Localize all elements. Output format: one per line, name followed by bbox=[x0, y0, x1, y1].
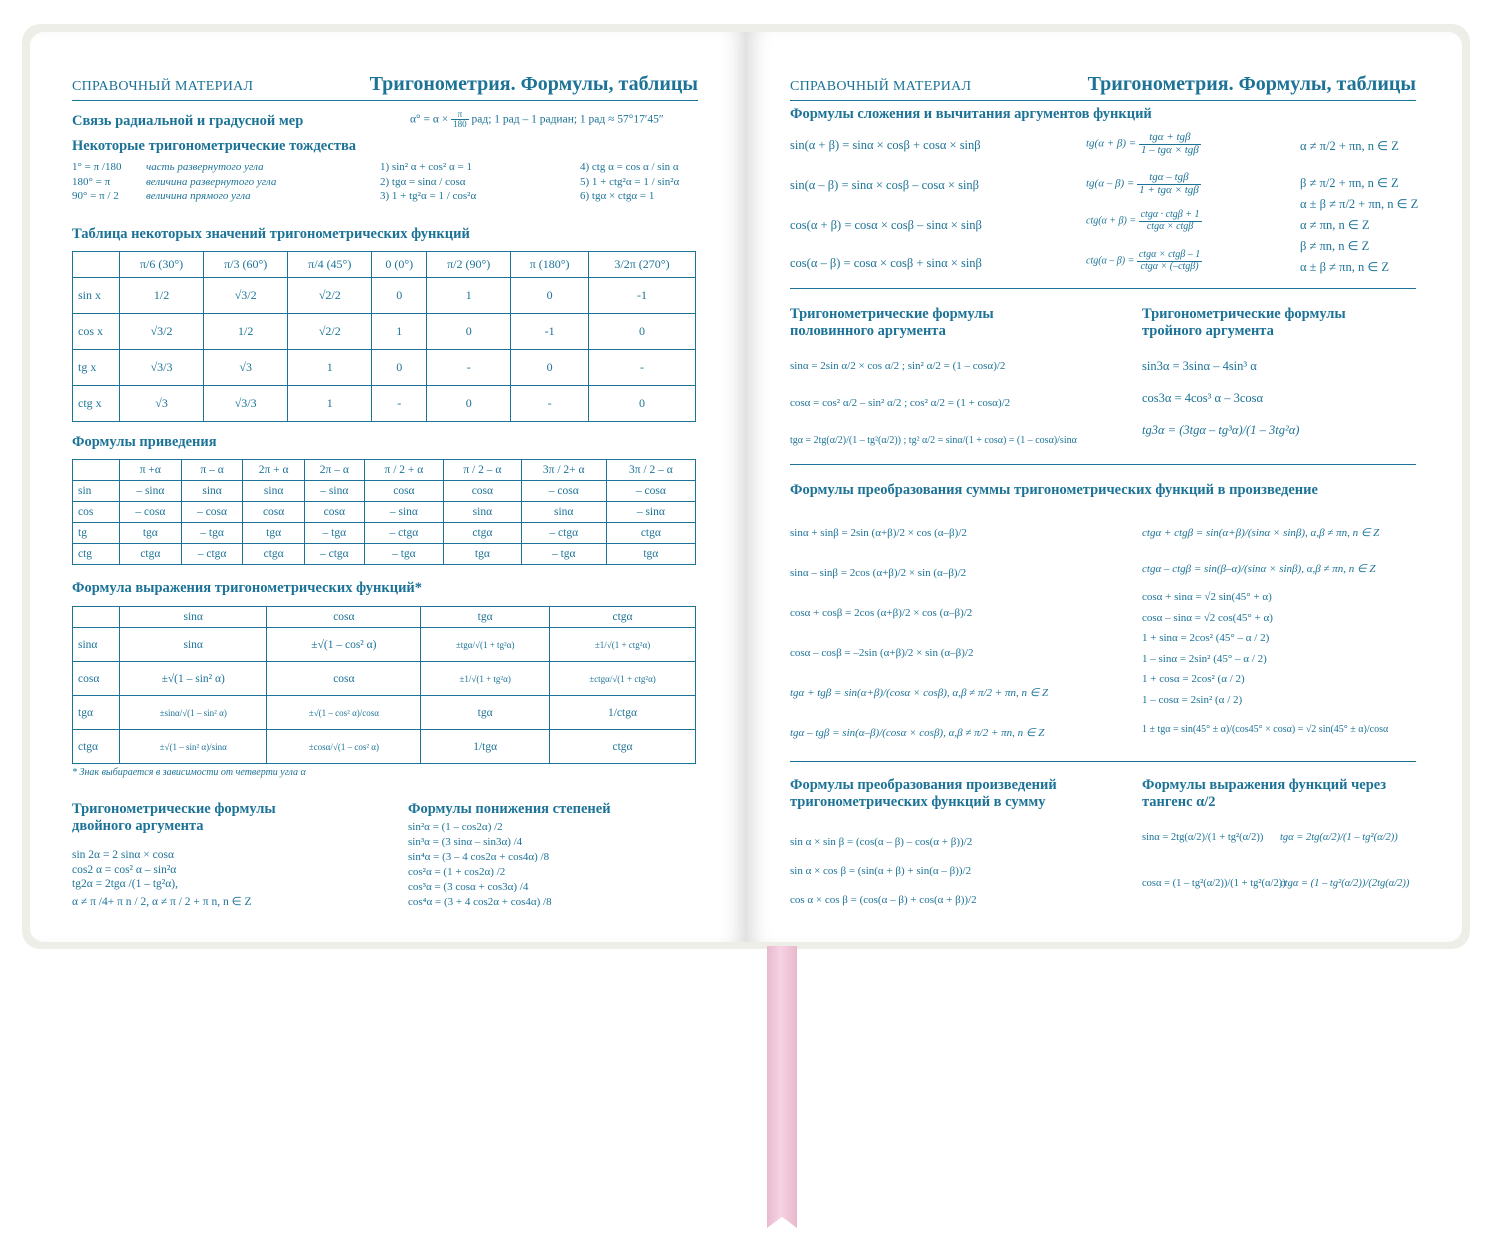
header-title: Тригонометрия. Формулы, таблицы bbox=[369, 73, 698, 95]
sum-to-product-right: ctgα + ctgβ = sin(α+β)/(sinα × sinβ), α,β ≠ πn, n ∈ Z ctgα – ctgβ = sin(β–α)/(sinα × sinβ), α,β ≠ πn, n ∈ Z cosα + sinα = √2 sin(45° + α) cosα – sinα = √2 cos(45° + α) 1 + sinα = 2cos² (45° – α / 2) 1 – sinα = 2sin² (45° – α / 2) 1 + cosα = 2cos² (α / 2) 1 – cosα = 2sin² (α / 2) 1 ± tgα = sin(45° ± α)/(cos45° × cosα) = √2 sin(45° ± α)/cosα bbox=[1142, 527, 1389, 735]
triple-arg-title: Тригонометрические формулы тройного аргумента bbox=[1142, 306, 1346, 339]
reduction-title: Формулы приведения bbox=[72, 434, 217, 450]
half-tangent-sin: sinα = 2tg(α/2)/(1 + tg²(α/2)) bbox=[1142, 832, 1264, 843]
table-row: tg x √3/3 √3 1 0 - 0 - bbox=[73, 350, 696, 386]
triple-arg-formulas: sin3α = 3sinα – 4sin³ α cos3α = 4cos³ α – 3cosα tg3α = (3tgα – tg³α)/(1 – 3tg²α) bbox=[1142, 359, 1300, 437]
table-row: ctg ctgα – ctgα ctgα – ctgα – tgα tgα – tgα tgα bbox=[73, 544, 696, 565]
table-row: cos – cosα – cosα cosα cosα – sinα sinα sinα – sinα bbox=[73, 502, 696, 523]
left-page-header bbox=[72, 70, 698, 101]
table-header-row: π +α π – α 2π + α 2π – α π / 2 + α π / 2 – α 3π / 2+ α 3π / 2 – α bbox=[73, 460, 696, 481]
left-page bbox=[30, 32, 746, 942]
table-row: ctgα ±√(1 – sin² α)/sinα ±cosα/√(1 – cos² α) 1/tgα ctgα bbox=[73, 730, 696, 764]
header-section-label: СПРАВОЧНЫЙ МАТЕРИАЛ bbox=[72, 79, 254, 94]
identities-col2: часть развернутого угла величина развернутого угла величина прямого угла bbox=[146, 161, 277, 202]
identities-col3: 1) sin² α + cos² α = 1 2) tgα = sinα / cosα 3) 1 + tg²α = 1 / cos²α bbox=[380, 161, 477, 202]
values-table-title: Таблица некоторых значений тригонометрических функций bbox=[72, 226, 470, 242]
table-row: cosα ±√(1 – sin² α) cosα ±1/√(1 + tg²α) ±ctgα/√(1 + ctg²α) bbox=[73, 662, 696, 696]
table-row: tgα ±sinα/√(1 – sin² α) ±√(1 – cos² α)/cosα tgα 1/ctgα bbox=[73, 696, 696, 730]
ctg-subtraction-formula: ctg(α – β) = ctgα × ctgβ – 1 ctgα × (–ctgβ) bbox=[1086, 249, 1201, 272]
tg-addition-formula: tg(α + β) = tgα + tgβ 1 – tgα × tgβ bbox=[1086, 131, 1199, 156]
table-row: tg tgα – tgα tgα – tgα – ctgα ctgα – ctgα ctgα bbox=[73, 523, 696, 544]
sign-footnote: * Знак выбирается в зависимости от четверти угла α bbox=[72, 767, 306, 778]
sum-to-product-left: sinα + sinβ = 2sin (α+β)/2 × cos (α–β)/2 sinα – sinβ = 2cos (α+β)/2 × sin (α–β)/2 cosα + cosβ = 2cos (α+β)/2 × cos (α–β)/2 cosα – cosβ = –2sin (α+β)/2 × sin (α–β)/2 tgα + tgβ = sin(α+β)/(cosα × cosβ), α,β ≠ π/2 + πn, n ∈ Z tgα – tgβ = sin(α–β)/(cosα × cosβ), α,β ≠ π/2 + πn, n ∈ Z bbox=[790, 527, 1049, 739]
expression-title: Формула выражения тригонометрических функций* bbox=[72, 580, 423, 596]
ctg-addition-formula: ctg(α + β) = ctgα · ctgβ + 1 ctgα × ctgβ bbox=[1086, 209, 1200, 232]
product-to-sum-formulas: sin α × sin β = (cos(α – β) – cos(α + β))/2 sin α × cos β = (sin(α + β) + sin(α – β))/2 cos α × cos β = (cos(α – β) + cos(α + β))/2 bbox=[790, 836, 977, 906]
power-reduction-title: Формулы понижения степеней bbox=[408, 801, 611, 817]
open-notebook bbox=[22, 24, 1470, 949]
addition-title: Формулы сложения и вычитания аргументов функций bbox=[790, 106, 1152, 122]
header-title: Тригонометрия. Формулы, таблицы bbox=[1087, 73, 1416, 95]
section-divider bbox=[790, 288, 1416, 289]
half-tangent-title: Формулы выражения функций через тангенс α/2 bbox=[1142, 777, 1387, 810]
table-row: sin x 1/2 √3/2 √2/2 0 1 0 -1 bbox=[73, 278, 696, 314]
identities-col4: 4) ctg α = cos α / sin α 5) 1 + ctg²α = 1 / sin²α 6) tgα × ctgα = 1 bbox=[580, 161, 680, 202]
sum-to-product-title: Формулы преобразования суммы тригонометрических функций в произведение bbox=[790, 482, 1318, 498]
addition-formula: sin(α – β) = sinα × cosβ – cosα × sinβ bbox=[790, 178, 980, 192]
reduction-table bbox=[72, 459, 696, 565]
double-arg-formulas: sin 2α = 2 sinα × cosα cos2 α = cos² α – sin²α tg2α = 2tgα /(1 – tg²α), α ≠ π /4+ π n / 2, α ≠ π / 2 + π n, n ∈ Z bbox=[72, 849, 252, 908]
header-section-label: СПРАВОЧНЫЙ МАТЕРИАЛ bbox=[790, 79, 972, 94]
half-tangent-cos: cosα = (1 – tg²(α/2))/(1 + tg²(α/2)) bbox=[1142, 878, 1286, 889]
rad-formula: α° = α × $\frac{\pi}{180}$ рад; 1 рад – 1 радиан; 1 рад ≈ 57°17′45″ bbox=[410, 109, 664, 130]
rad-title: Связь радиальной и градусной мер bbox=[72, 113, 304, 129]
half-arg-formulas: sinα = 2sin α/2 × cos α/2 ; sin² α/2 = (1 – cosα)/2 cosα = cos² α/2 – sin² α/2 ; cos² α/2 = (1 + cosα)/2 tgα = 2tg(α/2)/(1 – tg²(α/2)) ; tg² α/2 = sinα/(1 + cosα) = (1 – cosα)/sinα bbox=[790, 360, 1077, 446]
double-arg-title: Тригонометрические формулы двойного аргумента bbox=[72, 801, 276, 834]
half-tangent-tg: tgα = 2tg(α/2)/(1 – tg²(α/2)) bbox=[1280, 832, 1398, 843]
values-table bbox=[72, 251, 696, 422]
section-divider bbox=[790, 761, 1416, 762]
right-page bbox=[746, 32, 1462, 942]
addition-formula: cos(α – β) = cosα × cosβ + sinα × sinβ bbox=[790, 256, 982, 270]
right-page-header bbox=[790, 70, 1416, 101]
table-row: ctg x √3 √3/3 1 - 0 - 0 bbox=[73, 386, 696, 422]
table-row: cos x √3/2 1/2 √2/2 1 0 -1 0 bbox=[73, 314, 696, 350]
addition-formula: sin(α + β) = sinα × cosβ + cosα × sinβ bbox=[790, 138, 981, 152]
table-row: sin – sinα sinα sinα – sinα cosα cosα – cosα – cosα bbox=[73, 481, 696, 502]
table-header-row: π/6 (30°) π/3 (60°) π/4 (45°) 0 (0°) π/2 (90°) π (180°) 3/2π (270°) bbox=[73, 252, 696, 278]
addition-formula: cos(α + β) = cosα × cosβ – sinα × sinβ bbox=[790, 218, 982, 232]
identities-col1: 1° = π /180 180° = π 90° = π / 2 bbox=[72, 161, 122, 202]
addition-conditions: α ≠ π/2 + πn, n ∈ Z β ≠ π/2 + πn, n ∈ Z α ± β ≠ π/2 + πn, n ∈ Z α ≠ πn, n ∈ Z β ≠ πn, n ∈ Z α ± β ≠ πn, n ∈ Z bbox=[1300, 139, 1419, 274]
table-row: sinα sinα ±√(1 – cos² α) ±tgα/√(1 + tg²α) ±1/√(1 + ctg²α) bbox=[73, 628, 696, 662]
table-header-row: sinα cosα tgα ctgα bbox=[73, 607, 696, 628]
power-reduction-formulas: sin²α = (1 – cos2α) /2 sin³α = (3 sinα – sin3α) /4 sin⁴α = (3 – 4 cos2α + cos4α) /8 cos²α = (1 + cos2α) /2 cos³α = (3 cosα + cos3α) /4 cos⁴α = (3 + 4 cos2α + cos4α) /8 bbox=[408, 821, 552, 908]
tg-subtraction-formula: tg(α – β) = tgα – tgβ 1 + tgα × tgβ bbox=[1086, 171, 1199, 196]
product-to-sum-title: Формулы преобразования произведений тригонометрических функций в сумму bbox=[790, 777, 1057, 810]
half-arg-title: Тригонометрические формулы половинного аргумента bbox=[790, 306, 994, 339]
section-divider bbox=[790, 464, 1416, 465]
expression-table bbox=[72, 606, 696, 764]
bookmark-ribbon[interactable] bbox=[767, 946, 797, 1228]
identities-title: Некоторые тригонометрические тождества bbox=[72, 138, 357, 154]
half-tangent-ctg: ctgα = (1 – tg²(α/2))/(2tg(α/2)) bbox=[1280, 878, 1410, 889]
